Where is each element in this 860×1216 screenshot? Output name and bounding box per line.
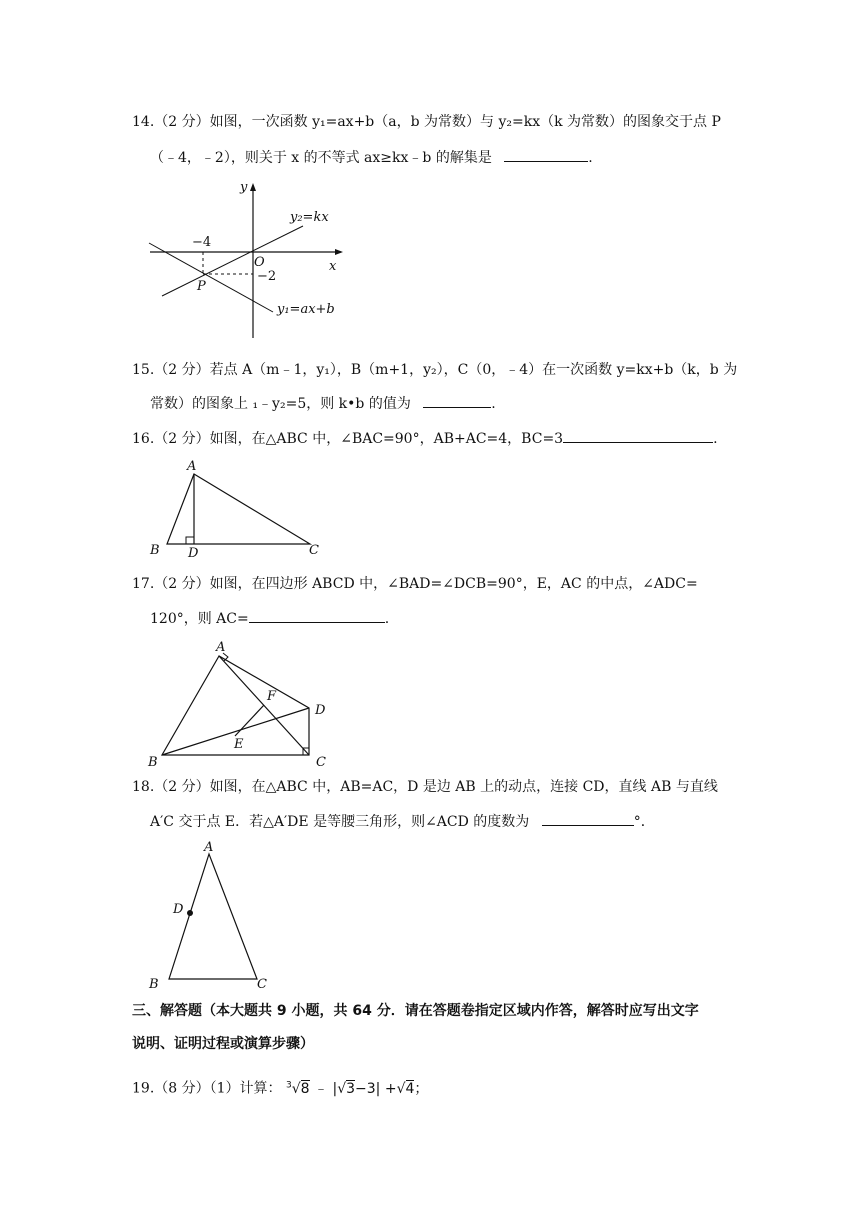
q17-label-D: D [315, 703, 326, 718]
q18-line1: 18.（2 分）如图，在△ABC 中，AB=AC，D 是边 AB 上的动点，连接 CD，直线 AB 与直线 [132, 779, 718, 795]
q17-answer-blank[interactable] [249, 608, 385, 623]
q14-x-tick: −4 [192, 235, 212, 250]
q15-line2-end: . [491, 396, 496, 412]
q14-figure [145, 178, 360, 343]
q18-label-D: D [173, 902, 184, 917]
q14-origin-label: O [254, 255, 265, 270]
q16-figure [145, 457, 335, 562]
q18-line2-end: °． [633, 814, 655, 830]
q14-point-label: P [197, 279, 206, 294]
q14-answer-blank[interactable] [504, 147, 588, 162]
q17-label-B: B [148, 755, 158, 770]
q16-label-B: B [150, 543, 160, 558]
q19-abs-sqrt-arg: 3 [346, 1080, 356, 1097]
q19-plus: + [384, 1080, 397, 1097]
q16-line1-text: 16.（2 分）如图，在△ABC 中，∠BAC=90°，AB+AC=4，BC=3 [132, 431, 564, 447]
q19-text: 19.（8 分）（1）计算： [132, 1080, 282, 1097]
q19-sqrt-arg: 4 [405, 1080, 415, 1097]
q18-label-B: B [149, 977, 159, 992]
q19-line [132, 1075, 428, 1099]
q14-line-y1-label: y₁=ax+b [277, 302, 335, 317]
q14-line1: 14.（2 分）如图，一次函数 y₁=ax+b（a，b 为常数）与 y₂=kx（k 为常数）的图象交于点 P [132, 114, 721, 130]
q18-label-A: A [204, 840, 214, 855]
q18-figure [145, 838, 275, 993]
q15-line2 [150, 393, 496, 414]
q15-line1: 15.（2 分）若点 A（m﹣1，y₁），B（m+1，y₂），C（0，﹣4）在一次函数 y=kx+b（k，b 为 [132, 362, 738, 378]
q19-minus: ﹣ [314, 1080, 329, 1097]
q16-answer-blank[interactable] [563, 428, 713, 443]
q19-abs-rest: −3 [355, 1080, 376, 1097]
q18-line2 [150, 811, 655, 832]
q19-end: ； [414, 1080, 429, 1097]
q17-label-F: F [267, 689, 277, 704]
q17-figure [145, 638, 345, 770]
q14-line2 [150, 147, 593, 168]
q19-cbrt-index: 3 [285, 1080, 292, 1090]
abs-bar-icon: | [375, 1080, 381, 1097]
section3-heading-line1: 三、解答题（本大题共 9 小题，共 64 分．请在答题卷指定区域内作答，解答时应写出文字 [132, 1003, 699, 1019]
q17-label-E: E [234, 737, 244, 752]
q15-answer-blank[interactable] [423, 393, 491, 408]
q17-line1: 17.（2 分）如图，在四边形 ABCD 中，∠BAD=∠DCB=90°，E，AC 的中点，∠ADC= [132, 576, 698, 592]
q18-answer-blank[interactable] [542, 811, 634, 826]
q16-line1 [132, 428, 718, 449]
q14-line-y2-label: y₂=kx [290, 210, 329, 225]
q17-line2-end: . [384, 611, 390, 627]
q16-label-A: A [187, 459, 197, 474]
radical-icon: √ [337, 1080, 347, 1097]
q14-line2-text: （﹣4，﹣2），则关于 x 的不等式 ax≥kx﹣b 的解集是 [150, 150, 492, 166]
abs-bar-icon: | [332, 1080, 338, 1097]
q16-label-D: D [188, 546, 199, 561]
q14-x-label: x [329, 259, 337, 274]
q16-line1-end: . [713, 431, 718, 447]
q16-label-C: C [309, 543, 319, 558]
q17-label-C: C [316, 755, 326, 770]
q19-cbrt-arg: 8 [300, 1080, 310, 1097]
q17-line2 [150, 608, 389, 629]
q17-line2-text: 120°，则 AC= [150, 611, 249, 627]
q14-line2-end: . [588, 150, 593, 166]
q18-point-D [187, 910, 193, 916]
section3-heading-line2: 说明、证明过程或演算步骤） [132, 1036, 314, 1052]
q14-y-label: y [240, 180, 248, 195]
q18-line2-text: A′C 交于点 E．若△A′DE 是等腰三角形，则∠ACD 的度数为 [150, 814, 530, 830]
q19-expression [286, 1081, 428, 1097]
q15-line2-text: 常数）的图象上 ₁﹣y₂=5，则 k•b 的值为 [150, 396, 411, 412]
q18-label-C: C [257, 977, 267, 992]
q14-y-tick: −2 [257, 269, 277, 284]
q17-label-A: A [216, 640, 226, 655]
radical-icon: √ [291, 1080, 301, 1097]
radical-icon: √ [396, 1080, 406, 1097]
